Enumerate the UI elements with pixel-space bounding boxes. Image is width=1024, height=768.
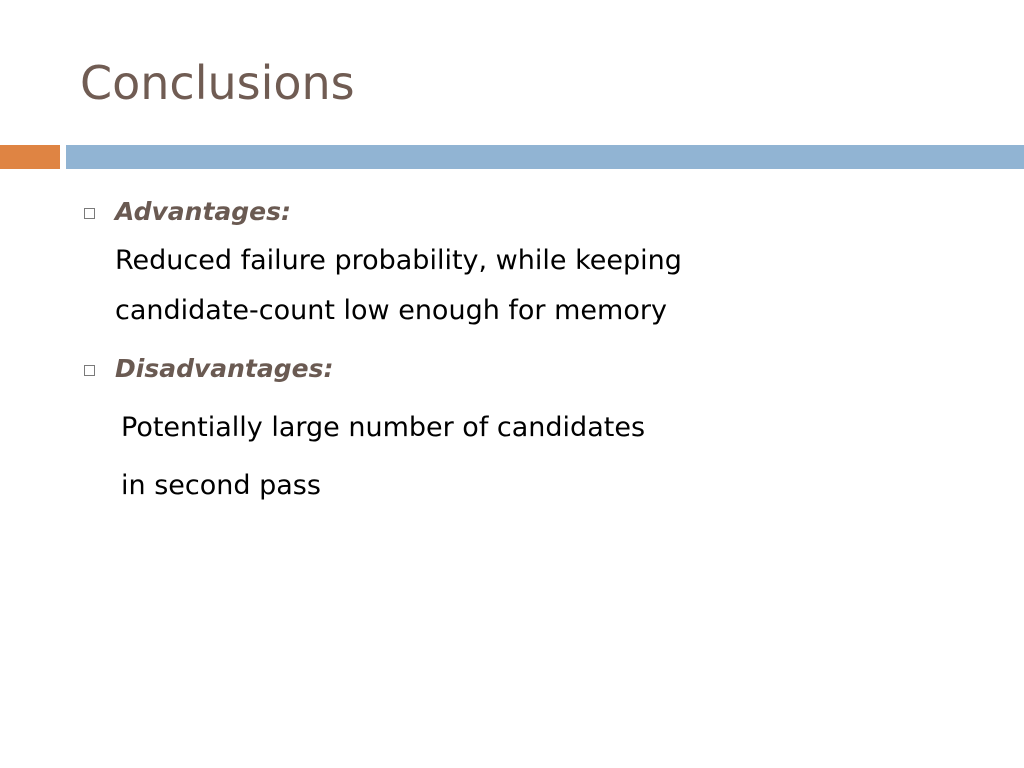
square-bullet-icon <box>84 208 95 219</box>
bullet-heading: Advantages: <box>115 197 291 226</box>
title-accent-bar-orange <box>0 145 60 169</box>
bullet-heading: Disadvantages: <box>115 354 334 383</box>
title-accent-bar-blue <box>66 145 1024 169</box>
bullet-text-line: Reduced failure probability, while keeping <box>115 245 682 276</box>
square-bullet-icon <box>84 365 95 376</box>
slide-title: Conclusions <box>80 56 355 110</box>
bullet-text-line: candidate-count low enough for memory <box>115 295 667 326</box>
bullet-text-line: Potentially large number of candidates <box>121 412 646 443</box>
bullet-text-line: in second pass <box>121 470 321 501</box>
